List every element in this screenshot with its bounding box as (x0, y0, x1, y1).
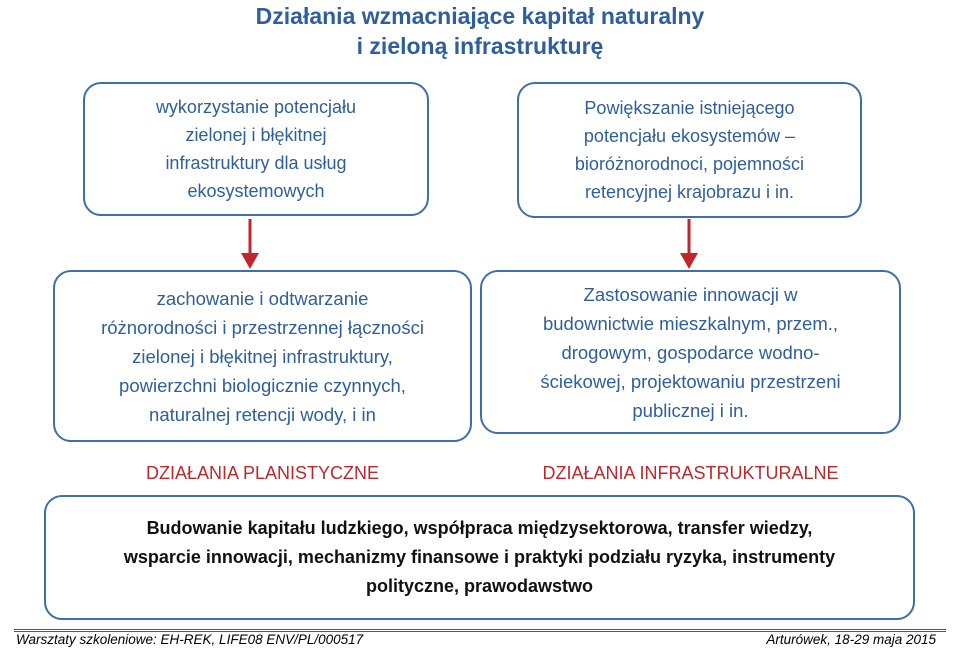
title-line-2: i zieloną infrastrukturę (356, 33, 604, 59)
box-green-blue-infrastructure-potential (83, 82, 429, 216)
box-line: zielonej i błękitnej (185, 125, 327, 145)
footer-divider (14, 629, 946, 630)
box-infrastructure-actions (480, 270, 901, 434)
box-text (101, 284, 424, 429)
box-line: wykorzystanie potencjału (155, 97, 357, 117)
box-line: bioróżnorodnoci, pojemności (574, 154, 805, 174)
box-line: publicznej i in. (632, 399, 749, 421)
box-text (124, 514, 835, 601)
box-line: potencjału ekosystemów – (583, 126, 796, 146)
box-line: polityczne, prawodawstwo (365, 576, 593, 596)
box-line: budownictwie mieszkalnym, przem., (542, 312, 839, 334)
box-line: naturalnej retencji wody, i in (149, 403, 376, 425)
box-line: infrastruktury dla usług (165, 153, 347, 173)
box-line: Zastosowanie innowacji w (583, 283, 798, 305)
footer-left: Warsztaty szkoleniowe: EH-REK, LIFE08 ENV/PL/000517 (16, 632, 364, 647)
page-title (0, 0, 960, 61)
box-text (540, 280, 840, 425)
box-line: drogowym, gospodarce wodno- (561, 341, 820, 363)
box-line: zachowanie i odtwarzanie (156, 287, 369, 309)
box-planning-actions (53, 270, 472, 442)
box-line: ekosystemowych (187, 181, 325, 201)
box-line: Budowanie kapitału ludzkiego, współpraca międzysektorowa, transfer wiedzy, (146, 518, 813, 538)
box-supporting-measures (44, 495, 915, 620)
label-planning: DZIAŁANIA PLANISTYCZNE (145, 463, 380, 483)
box-line: ściekowej, projektowaniu przestrzeni (540, 370, 841, 392)
box-text (575, 94, 804, 206)
box-line: różnorodności i przestrzennej łączności (101, 316, 424, 338)
down-arrow-left-icon (238, 219, 262, 271)
footer-right: Arturówek, 18-29 maja 2015 (766, 632, 936, 647)
box-line: wsparcie innowacji, mechanizmy finansowe i praktyki podziału ryzyka, instrumenty (123, 547, 836, 567)
box-text (156, 93, 356, 205)
box-line: powierzchni biologicznie czynnych, (119, 374, 406, 396)
box-line: Powiększanie istniejącego (584, 98, 795, 118)
label-infrastructure: DZIAŁANIA INFRASTRUKTURALNE (542, 463, 839, 483)
box-line: zielonej i błękitnej infrastruktury, (132, 345, 393, 367)
box-line: retencyjnej krajobrazu i in. (584, 182, 795, 202)
box-ecosystem-potential (517, 82, 862, 218)
title-line-1: Działania wzmacniające kapitał naturalny (255, 3, 705, 29)
down-arrow-right-icon (677, 219, 701, 271)
